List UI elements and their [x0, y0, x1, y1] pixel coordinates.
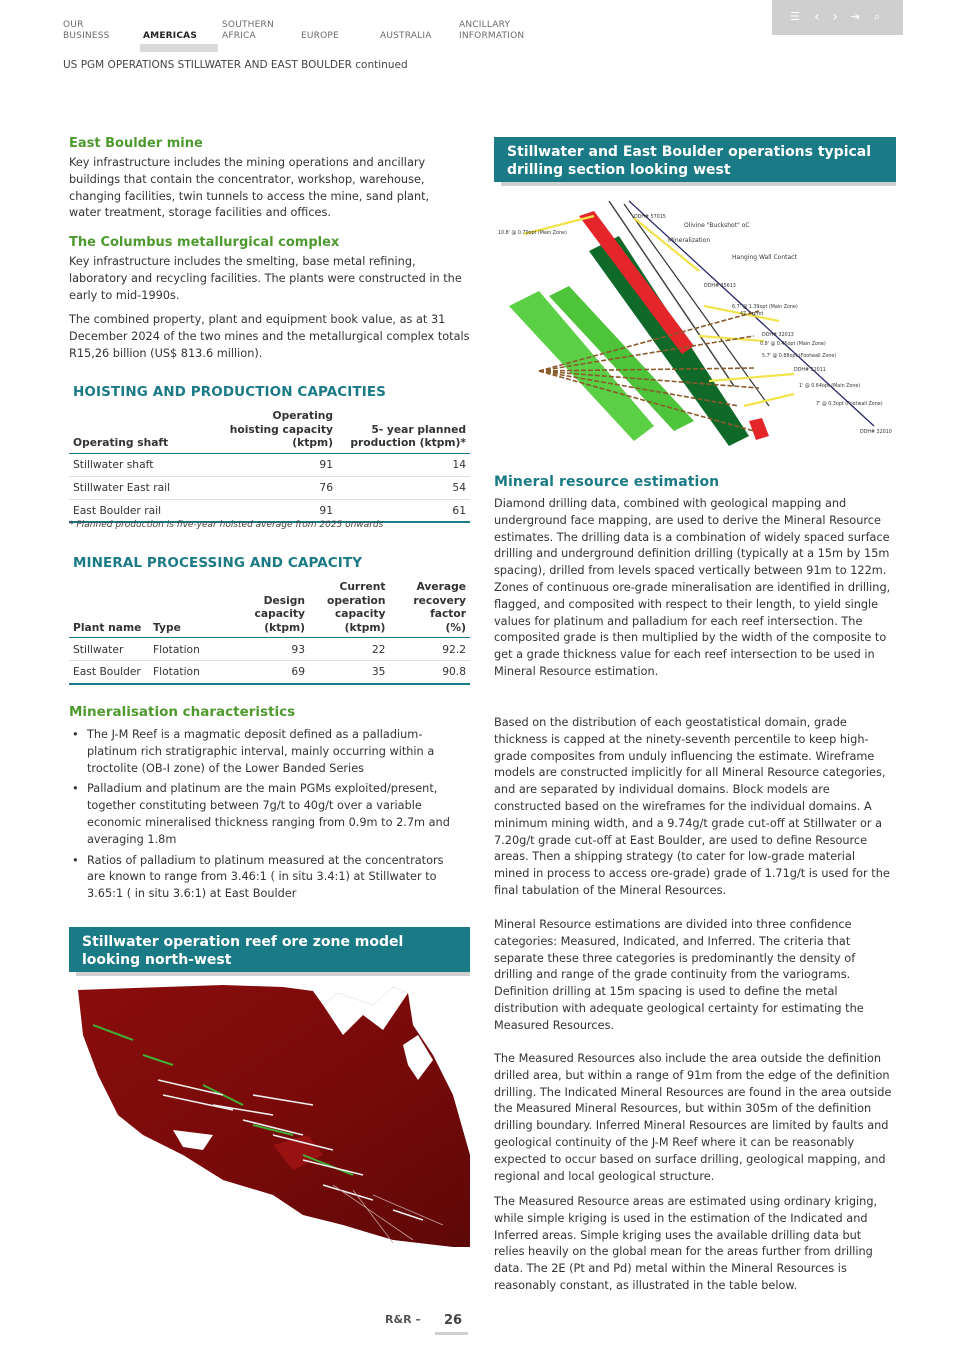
drill-label: 5.7' @ 0.88opt (Footwall Zone) — [762, 354, 837, 359]
drill-label: DDH# 32013 — [762, 333, 794, 338]
mineralisation-list — [69, 727, 464, 907]
cell: 69 — [223, 661, 309, 684]
col-planned-production: 5- year planned production (ktpm)* — [350, 422, 466, 449]
cell: 93 — [223, 638, 309, 661]
footer-label: R&R – — [385, 1313, 421, 1326]
list-item: • Palladium and platinum are the main PGMs exploited/present, together constituting between 7g/t to 40g/t over a variable economic mineralised thickness ranging from 0.9m to 2.7m and averaging 1.8m — [69, 781, 464, 848]
cell: Flotation — [149, 638, 223, 661]
cell: 54 — [337, 476, 470, 499]
nav-label-line1: SOUTHERN — [222, 20, 274, 30]
estimation-paragraph-2: Based on the distribution of each geostatistical domain, grade thickness is capped at the ninety-seventh percentile to keep high-grade composites from unduly influencing the estimate. Wireframe models are constructed implicitly for all Mineral Resource categories, and are separated by individual domains. Block models are constructed based on the wireframes for the individual domains. A minimum mining width, and a 9.74g/t grade cut-off at Stillwater or a 7.20g/t grade cut-off at East Boulder, are used to define Resource areas. Then a shipping strategy (to cater for low-grade material mined in process to access ore-grade) grade of 1.71g/t is used for the final tabulation of the Mineral Resources. — [494, 716, 890, 897]
drilling-section-figure — [494, 196, 896, 458]
col-hoisting-capacity: Operating hoisting capacity (ktpm) — [229, 409, 333, 449]
table-header-row — [69, 580, 470, 638]
cell: Stillwater East rail — [69, 476, 219, 499]
nav-label-line1 — [143, 20, 197, 31]
drill-label: Hanging Wall Contact — [732, 254, 797, 261]
drill-label: DDH# 35613 — [704, 284, 736, 289]
drill-label: 1' @ 0.64opt (Main Zone) — [799, 384, 861, 389]
nav-label-line2: EUROPE — [301, 31, 339, 41]
cell: Stillwater — [69, 638, 149, 661]
cell: Flotation — [149, 661, 223, 684]
cell: East Boulder rail — [69, 499, 219, 522]
drill-label: 10.8' @ 0.70opt (Main Zone) — [498, 231, 567, 236]
cell: 61 — [337, 499, 470, 522]
estimation-paragraph-4: The Measured Resources also include the area outside the definition drilled area, but within a range of 91m from the edge of the definition drilling. The Indicated Mineral Resources are found in the area outside the Measured Mineral Resources, but within 305m of the definition drilling boundary. Inferred Mineral Resources are limited by faults and geological continuity of the J-M Reef where it can be reasonably expected to occur based on surface drilling, geological mapping, and regional and local geological structure. — [494, 1052, 892, 1183]
list-item: • The J-M Reef is a magmatic deposit defined as a palladium-platinum rich stratigraphic interval, mainly occurring within a troctolite (OB-I zone) of the Lower Banded Series — [69, 727, 464, 777]
nav-label-line2: AFRICA — [222, 31, 256, 41]
drill-label: 7' @ 0.3opt (Footwall Zone) — [816, 402, 883, 407]
estimation-paragraph-1: Diamond drilling data, combined with geological mapping and underground face mapping, are used to derive the Mineral Resource estimates. The drilling data is a combination of widely spaced surface drilling and underground definition drilling (typically at a 15m by 15m spacing), drilled from levels spaced vertically between 91m to 122m. Zones of continuous ore-grade mineralisation are identified in drilling, flagged, and composited with respect to their length, to yield single values for platinum and palladium for each reef intersection. The composited grade is then multiplied by the width of the composite to get a grade thickness value for each reef intersection to be used in Mineral Resource estimation. — [494, 497, 891, 678]
drill-label: 0.8' @ 0.45opt (Main Zone) — [760, 342, 826, 347]
table-row — [69, 476, 470, 499]
reef-model-banner: Stillwater operation reef ore zone model looking north-west — [69, 927, 470, 972]
estimation-paragraph-3: Mineral Resource estimations are divided into three confidence categories: Measured, Indicated, and Inferred. The criteria that separate these three categories is predominantly the density of drilling and range of the grade continuity from the variograms. Definition drilling at 15m spacing is used to define the metal distribution with adequate geological certainty for estimating the Measured Resources. — [494, 918, 864, 1032]
drill-label: DDH# 32011 — [794, 368, 826, 373]
nav-label-line1 — [380, 20, 432, 31]
drill-label: DDH# 32010 — [860, 430, 892, 435]
mineralization-zone — [749, 418, 769, 440]
nav-ancillary-information[interactable] — [459, 20, 524, 42]
table-row — [69, 499, 470, 522]
drill-label: Olivine "Buckshot" oC — [684, 222, 750, 229]
col-design-capacity: Design capacity (ktpm) — [254, 593, 305, 634]
drill-label: Mineralization — [668, 237, 711, 244]
export-icon[interactable]: ⇥ — [850, 10, 860, 23]
drilling-section-banner: Stillwater and East Boulder operations typical drilling section looking west — [494, 137, 896, 182]
nav-americas[interactable] — [143, 20, 197, 42]
nav-label-line2: AUSTRALIA — [380, 31, 432, 41]
cell: 35 — [309, 661, 389, 684]
cell: 91 — [219, 499, 337, 522]
col-plant-name: Plant name — [73, 620, 142, 634]
drill-label: 47.7 g/mt — [740, 312, 764, 317]
table-header-row — [69, 409, 470, 453]
nav-australia[interactable] — [380, 20, 432, 42]
cell: 90.8 — [389, 661, 470, 684]
table-row — [69, 661, 470, 684]
cell: 14 — [337, 453, 470, 476]
col-current-capacity: Current operation capacity (ktpm) — [327, 580, 386, 634]
chevron-right-icon[interactable]: › — [832, 9, 838, 25]
nav-label-line2: BUSINESS — [63, 31, 110, 41]
east-boulder-heading: East Boulder mine — [69, 136, 203, 151]
col-recovery-factor: Average recovery factor (%) — [413, 580, 466, 634]
page-number-underline — [435, 1332, 468, 1335]
nav-active-indicator — [140, 44, 218, 52]
nav-europe[interactable] — [301, 20, 339, 42]
nav-label-line2: INFORMATION — [459, 31, 525, 41]
columbus-text: Key infrastructure includes the smelting, base metal refining, laboratory and recycling facilities. The plants were constructed in the early to mid-1990s. — [69, 255, 462, 302]
cell: 92.2 — [389, 638, 470, 661]
col-operating-shaft: Operating shaft — [73, 436, 169, 449]
nav-label-line2: AMERICAS — [143, 31, 198, 41]
drill-label: DDH# 57015 — [634, 215, 666, 220]
book-value-text: The combined property, plant and equipment book value, as at 31 December 2024 of the two mines and the metallurgical complex totals R15,26 billion (US$ 813.6 million). — [69, 313, 470, 360]
drill-label: 6.7' @ 1.39opt (Main Zone) — [732, 305, 798, 310]
nav-label-line1: ANCILLARY — [459, 20, 511, 30]
cell: Stillwater shaft — [69, 453, 219, 476]
nav-label-line1: OUR — [63, 20, 84, 30]
nav-label-line1 — [301, 20, 339, 31]
columbus-heading: The Columbus metallurgical complex — [69, 235, 340, 250]
nav-our-business[interactable] — [63, 20, 110, 42]
table-row — [69, 453, 470, 476]
hoisting-table — [69, 409, 470, 523]
east-boulder-text: Key infrastructure includes the mining operations and ancillary buildings that contain the concentrator, workshop, warehouse, changing facilities, twin tunnels to access the mine, sand plant, water treatment, storage facilities and offices. — [69, 156, 430, 220]
menu-icon[interactable]: ☰ — [790, 10, 800, 23]
hoisting-heading: HOISTING AND PRODUCTION CAPACITIES — [73, 384, 386, 400]
col-type: Type — [153, 620, 181, 634]
cell: East Boulder — [69, 661, 149, 684]
list-item: • Ratios of palladium to platinum measured at the concentrators are known to range from 3.46:1 ( in situ 3.4:1) at Stillwater to 3.65:1 ( in situ 3.6:1) at East Boulder — [69, 853, 464, 903]
search-icon[interactable]: ⌕ — [873, 10, 881, 23]
mineralisation-heading: Mineralisation characteristics — [69, 704, 296, 720]
page-number: 26 — [444, 1313, 463, 1328]
reef-surface — [78, 985, 470, 1247]
nav-southern-africa[interactable] — [222, 20, 274, 42]
processing-table — [69, 580, 470, 685]
reef-ore-zone-model-figure — [73, 985, 470, 1253]
top-navigation — [0, 0, 965, 60]
page-subtitle: US PGM OPERATIONS STILLWATER AND EAST BOULDER continued — [63, 59, 408, 71]
chevron-left-icon[interactable]: ‹ — [814, 9, 820, 25]
hoisting-footnote: * Planned production is five-year hoisted average from 2025 onwards — [69, 520, 384, 530]
estimation-heading: Mineral resource estimation — [494, 474, 720, 490]
cell: 91 — [219, 453, 337, 476]
cell: 76 — [219, 476, 337, 499]
table-row — [69, 638, 470, 661]
toolbar — [772, 0, 903, 35]
estimation-paragraph-5: The Measured Resource areas are estimated using ordinary kriging, while simple kriging is used in the estimation of the Indicated and Inferred areas. Simple kriging uses the available drilling data but relies heavily on the global mean for the areas further from drilling data. The 2E (Pt and Pd) metal within the Mineral Resources is reasonably constant, as illustrated in the table below. — [494, 1195, 878, 1292]
cell: 22 — [309, 638, 389, 661]
processing-heading: MINERAL PROCESSING AND CAPACITY — [73, 555, 363, 571]
